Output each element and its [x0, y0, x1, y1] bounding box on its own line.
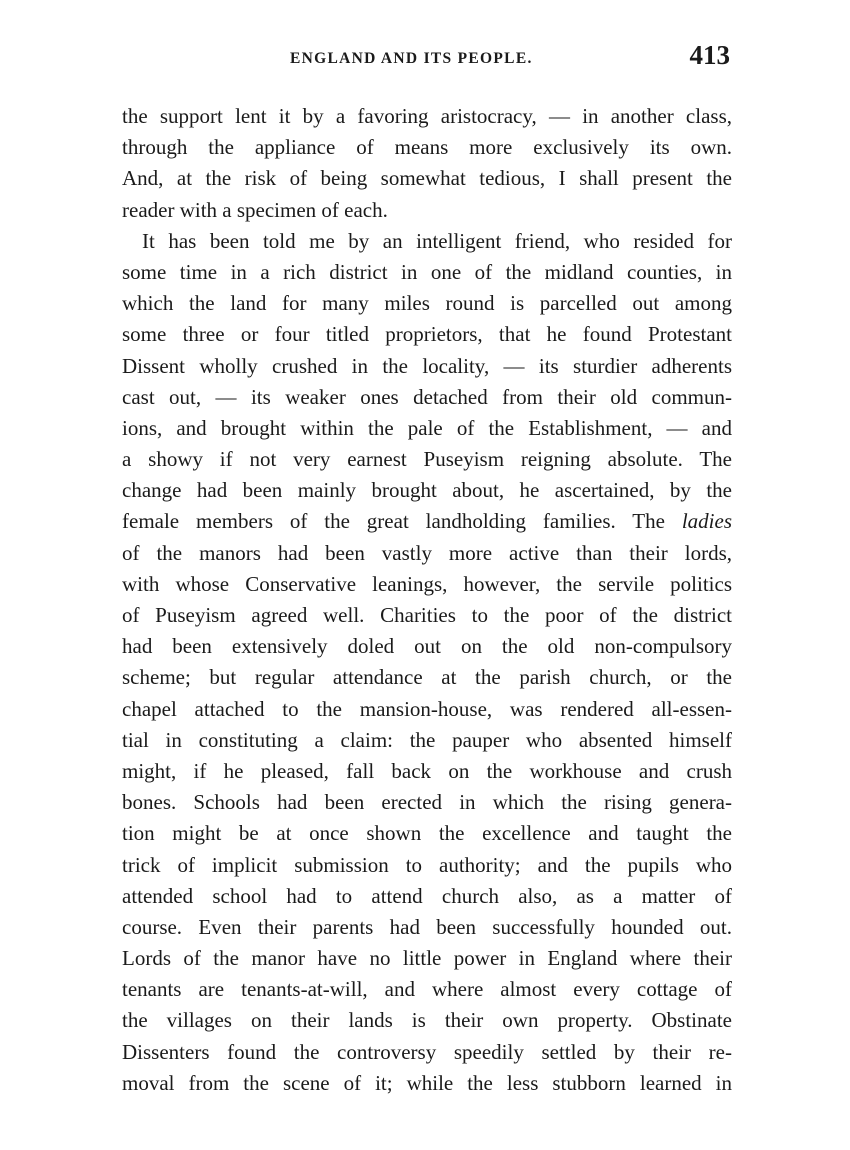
text-line: tenants are tenants-at-will, and where almost every cottage of — [122, 977, 732, 1002]
text-line: with whose Conservative leanings, however, the servile politics — [122, 571, 732, 596]
text-line: which the land for many miles round is parcelled out among — [122, 291, 732, 316]
text-line: the villages on their lands is their own property. Obstinate — [122, 1008, 732, 1033]
text-line: of the manors had been vastly more active than their lords, — [122, 540, 732, 565]
text-line: some time in a rich district in one of the midland counties, in — [122, 259, 732, 284]
text-line: ions, and brought within the pale of the Establishment, — and — [122, 415, 732, 440]
text-line: scheme; but regular attendance at the parish church, or the — [122, 665, 732, 690]
text-line: cast out, — its weaker ones detached from their old commun- — [122, 384, 732, 409]
text-line: trick of implicit submission to authority; and the pupils who — [122, 852, 732, 877]
text-line: course. Even their parents had been successfully hounded out. — [122, 914, 732, 939]
text-line: bones. Schools had been erected in which the rising genera- — [122, 790, 732, 815]
text-line: a showy if not very earnest Puseyism reigning absolute. The — [122, 447, 732, 472]
text-line: change had been mainly brought about, he ascertained, by the — [122, 478, 732, 503]
text-line: the support lent it by a favoring aristocracy, — in another class, — [122, 104, 732, 128]
text-line: through the appliance of means more exclusively its own. — [122, 135, 732, 160]
text-line: tion might be at once shown the excellence and taught the — [122, 821, 732, 846]
text-line: Dissenters found the controversy speedily settled by their re- — [122, 1039, 732, 1064]
text-line: of Puseyism agreed well. Charities to the poor of the district — [122, 603, 732, 627]
italic-word: ladies — [681, 509, 732, 534]
page-number: 413 — [689, 40, 730, 70]
text-line: tial in constituting a claim: the pauper who absented himself — [122, 727, 732, 752]
text-line: And, at the risk of being somewhat tedious, I shall present the — [122, 166, 732, 191]
text-line: attended school had to attend church also, as a matter of — [122, 883, 732, 908]
text-line-start: female members of the great landholding families. The — [122, 509, 665, 534]
text-line: Dissent wholly crushed in the locality, — its sturdier adherents — [122, 353, 732, 378]
text-line — [122, 506, 732, 537]
text-line: It has been told me by an intelligent friend, who resided for — [142, 228, 732, 253]
text-line: chapel attached to the mansion-house, was rendered all-essen- — [122, 696, 732, 721]
text-line: had been extensively doled out on the old non-compulsory — [122, 634, 732, 659]
text-line: Lords of the manor have no little power in England where their — [122, 946, 732, 971]
text-line: reader with a specimen of each. — [122, 197, 388, 222]
text-line: might, if he pleased, fall back on the workhouse and crush — [122, 758, 732, 783]
running-title: ENGLAND AND ITS PEOPLE. — [290, 50, 533, 67]
body-text — [122, 101, 732, 1099]
running-head — [122, 40, 730, 76]
text-line: moval from the scene of it; while the less stubborn learned in — [122, 1070, 732, 1095]
text-line: some three or four titled proprietors, that he found Protestant — [122, 322, 732, 347]
